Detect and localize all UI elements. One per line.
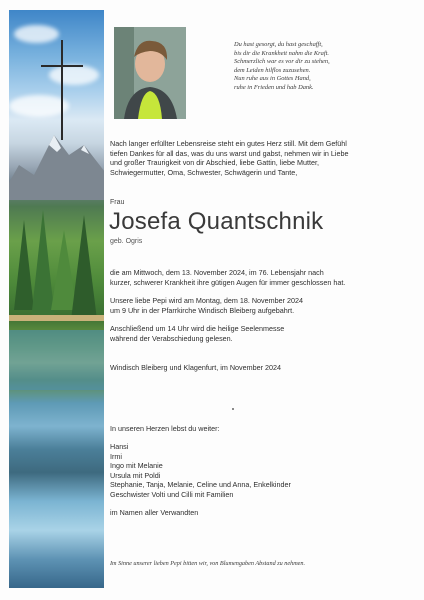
poem-line: ruhe in Frieden und hab Dank. [234, 83, 314, 91]
footer-note: Im Sinne unserer lieben Pepi bitten wir, von Blumengaben Abstand zu nehmen. [110, 560, 306, 567]
birth-name: geb. Ogris [110, 238, 143, 245]
burial-info [110, 296, 410, 315]
title-prefix: Frau [110, 199, 125, 206]
intro-line: Nach langer erfüllter Lebensreise steht ein gutes Herz still. Mit dem Gefühl [110, 139, 347, 148]
death-notice-line: kurzer, schwerer Krankheit ihre gütigen Augen für immer geschlossen hat. [110, 277, 346, 287]
intro-line: Schwiegermutter, Oma, Schwester, Schwägerin und Tante, [110, 167, 298, 177]
poem-line: bis dir die Krankheit nahm die Kraft. [234, 49, 329, 57]
heart-line: In unseren Herzen lebst du weiter: [110, 424, 220, 433]
intro-line: tiefen Dankes für all das, was du uns warst und gabst, nehmen wir in Liebe [110, 148, 349, 158]
burial-line: um 9 Uhr in der Pfarrkirche Windisch Bleiberg aufgebahrt. [110, 305, 295, 315]
mass-line: Anschließend um 14 Uhr wird die heilige Seelenmesse [110, 324, 285, 333]
poem-line: Du hast gesorgt, du hast geschafft, [234, 41, 323, 48]
survivor-item: Hansi [110, 442, 129, 451]
survivor-item: Stephanie, Tanja, Melanie, Celine und Anna, Enkelkinder [110, 480, 291, 490]
poem [234, 41, 414, 93]
intro-paragraph [110, 139, 410, 177]
survivor-item: Geschwister Volti und Cilli mit Familien [110, 489, 234, 499]
portrait-photo [114, 27, 186, 119]
mass-info [110, 324, 410, 343]
separator-dot [232, 408, 234, 410]
death-notice-line: die am Mittwoch, dem 13. November 2024, im 76. Lebensjahr nach [110, 268, 324, 277]
cross-symbol [41, 40, 83, 140]
burial-line: Unsere liebe Pepi wird am Montag, dem 18. November 2024 [110, 296, 303, 305]
poem-line: Schmerzlich war es vor dir zu stehen, [234, 58, 330, 66]
survivor-item: Ingo mit Melanie [110, 461, 163, 471]
forest-image [9, 190, 104, 390]
intro-line: und großer Traurigkeit von dir Abschied, liebe Gattin, liebe Mutter, [110, 158, 319, 168]
poem-line: dem Leiden hilflos zuzusehen. [234, 66, 311, 74]
place-date: Windisch Bleiberg und Klagenfurt, im November 2024 [110, 363, 281, 372]
poem-line: Nun ruhe aus in Gottes Hand, [234, 75, 311, 83]
relatives-line: im Namen aller Verwandten [110, 508, 199, 517]
survivor-item: Irmi [110, 451, 122, 461]
deceased-name: Josefa Quantschnik [109, 208, 324, 235]
survivor-item: Ursula mit Poldi [110, 470, 161, 480]
survivors-list [110, 442, 410, 500]
landscape-photo-strip [9, 10, 104, 588]
mass-line: während der Verabschiedung gelesen. [110, 333, 233, 343]
death-notice [110, 268, 410, 287]
